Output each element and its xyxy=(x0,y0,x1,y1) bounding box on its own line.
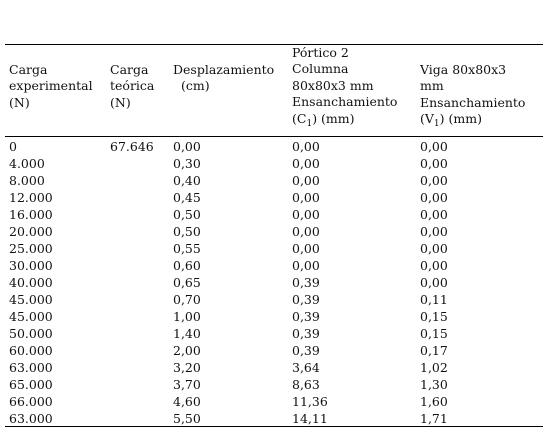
cell-ensanchamiento-columna: 0,00 xyxy=(292,206,320,222)
cell-ensanchamiento-viga: 0,00 xyxy=(420,257,448,273)
table-body xyxy=(0,139,548,427)
cell-ensanchamiento-viga: 0,11 xyxy=(420,291,448,307)
cell-desplazamiento: 0,50 xyxy=(173,206,201,222)
cell-carga-experimental: 0 xyxy=(9,139,17,154)
cell-ensanchamiento-columna: 8,63 xyxy=(292,376,320,392)
cell-carga-experimental: 63.000 xyxy=(9,410,53,426)
cell-desplazamiento: 0,45 xyxy=(173,189,201,205)
table-row xyxy=(0,224,548,241)
cell-carga-experimental: 45.000 xyxy=(9,291,53,307)
cell-carga-teorica: 67.646 xyxy=(110,139,154,154)
cell-ensanchamiento-columna: 0,00 xyxy=(292,257,320,273)
table-row xyxy=(0,258,548,275)
cell-desplazamiento: 1,40 xyxy=(173,325,201,341)
cell-desplazamiento: 0,50 xyxy=(173,223,201,239)
cell-ensanchamiento-viga: 1,02 xyxy=(420,359,448,375)
header-desplazamiento: Desplazamiento (cm) xyxy=(173,62,275,94)
cell-ensanchamiento-viga: 0,15 xyxy=(420,325,448,341)
cell-carga-experimental: 45.000 xyxy=(9,308,53,324)
cell-ensanchamiento-viga: 1,30 xyxy=(420,376,448,392)
cell-carga-experimental: 20.000 xyxy=(9,223,53,239)
bottom-rule xyxy=(5,426,543,427)
cell-ensanchamiento-viga: 0,00 xyxy=(420,240,448,256)
cell-ensanchamiento-viga: 0,00 xyxy=(420,155,448,171)
header-viga: Viga 80x80x3 mm Ensanchamiento $(V_1)$ (mm) xyxy=(420,62,526,130)
cell-ensanchamiento-viga: 0,00 xyxy=(420,206,448,222)
cell-carga-experimental: 66.000 xyxy=(9,393,53,409)
table-row xyxy=(0,360,548,377)
cell-ensanchamiento-columna: 0,39 xyxy=(292,274,320,290)
cell-desplazamiento: 2,00 xyxy=(173,342,201,358)
table-row xyxy=(0,190,548,207)
cell-ensanchamiento-viga: 1,71 xyxy=(420,410,448,426)
cell-ensanchamiento-columna: 0,00 xyxy=(292,155,320,171)
cell-carga-experimental: 8.000 xyxy=(9,172,45,188)
cell-desplazamiento: 3,70 xyxy=(173,376,201,392)
cell-desplazamiento: 0,00 xyxy=(173,139,201,154)
cell-carga-experimental: 30.000 xyxy=(9,257,53,273)
cell-ensanchamiento-columna: 0,00 xyxy=(292,172,320,188)
cell-desplazamiento: 3,20 xyxy=(173,359,201,375)
table-row xyxy=(0,394,548,411)
cell-carga-experimental: 4.000 xyxy=(9,155,45,171)
header-rule xyxy=(5,136,543,137)
cell-ensanchamiento-viga: 1,60 xyxy=(420,393,448,409)
cell-ensanchamiento-columna: 0,39 xyxy=(292,308,320,324)
cell-desplazamiento: 0,30 xyxy=(173,155,201,171)
cell-ensanchamiento-columna: 11,36 xyxy=(292,393,328,409)
cell-ensanchamiento-viga: 0,15 xyxy=(420,308,448,324)
cell-ensanchamiento-columna: 0,00 xyxy=(292,189,320,205)
table-row xyxy=(0,275,548,292)
cell-ensanchamiento-viga: 0,17 xyxy=(420,342,448,358)
cell-ensanchamiento-columna: 3,64 xyxy=(292,359,320,375)
cell-desplazamiento: 0,60 xyxy=(173,257,201,273)
cell-carga-experimental: 60.000 xyxy=(9,342,53,358)
top-rule xyxy=(5,44,543,45)
cell-carga-experimental: 50.000 xyxy=(9,325,53,341)
cell-carga-experimental: 12.000 xyxy=(9,189,53,205)
table-row xyxy=(0,292,548,309)
table-row xyxy=(0,241,548,258)
header-viga-unit: $(V_1)$ (mm) xyxy=(420,111,482,130)
cell-ensanchamiento-columna: 0,00 xyxy=(292,223,320,239)
cell-desplazamiento: 1,00 xyxy=(173,308,201,324)
table-row xyxy=(0,173,548,190)
cell-desplazamiento: 4,60 xyxy=(173,393,201,409)
table-row xyxy=(0,411,548,428)
table-row xyxy=(0,377,548,394)
cell-ensanchamiento-columna: 0,39 xyxy=(292,325,320,341)
table-row xyxy=(0,139,548,156)
cell-desplazamiento: 0,70 xyxy=(173,291,201,307)
cell-ensanchamiento-viga: 0,00 xyxy=(420,139,448,154)
cell-desplazamiento: 0,40 xyxy=(173,172,201,188)
cell-carga-experimental: 16.000 xyxy=(9,206,53,222)
cell-ensanchamiento-columna: 0,39 xyxy=(292,291,320,307)
cell-ensanchamiento-columna: 0,00 xyxy=(292,139,320,154)
table-row xyxy=(0,343,548,360)
cell-ensanchamiento-viga: 0,00 xyxy=(420,172,448,188)
cell-desplazamiento: 0,55 xyxy=(173,240,201,256)
cell-ensanchamiento-columna: 14,11 xyxy=(292,410,328,426)
header-carga-experimental: Carga experimental (N) xyxy=(9,62,93,110)
cell-carga-experimental: 25.000 xyxy=(9,240,53,256)
cell-desplazamiento: 0,65 xyxy=(173,274,201,290)
header-carga-teorica: Carga teórica (N) xyxy=(110,62,155,110)
cell-ensanchamiento-viga: 0,00 xyxy=(420,189,448,205)
cell-carga-experimental: 65.000 xyxy=(9,376,53,392)
table-row xyxy=(0,156,548,173)
header-portico-unit: $(C_1)$ (mm) xyxy=(292,110,355,129)
cell-ensanchamiento-viga: 0,00 xyxy=(420,274,448,290)
header-portico-columna: Pórtico 2 Columna 80x80x3 mm Ensanchamiento $(C_1)$ (mm) xyxy=(292,45,398,129)
cell-ensanchamiento-columna: 0,00 xyxy=(292,240,320,256)
cell-ensanchamiento-viga: 0,00 xyxy=(420,223,448,239)
cell-desplazamiento: 5,50 xyxy=(173,410,201,426)
cell-carga-experimental: 40.000 xyxy=(9,274,53,290)
cell-carga-experimental: 63.000 xyxy=(9,359,53,375)
table-row xyxy=(0,207,548,224)
table-row xyxy=(0,309,548,326)
table-row xyxy=(0,326,548,343)
cell-ensanchamiento-columna: 0,39 xyxy=(292,342,320,358)
